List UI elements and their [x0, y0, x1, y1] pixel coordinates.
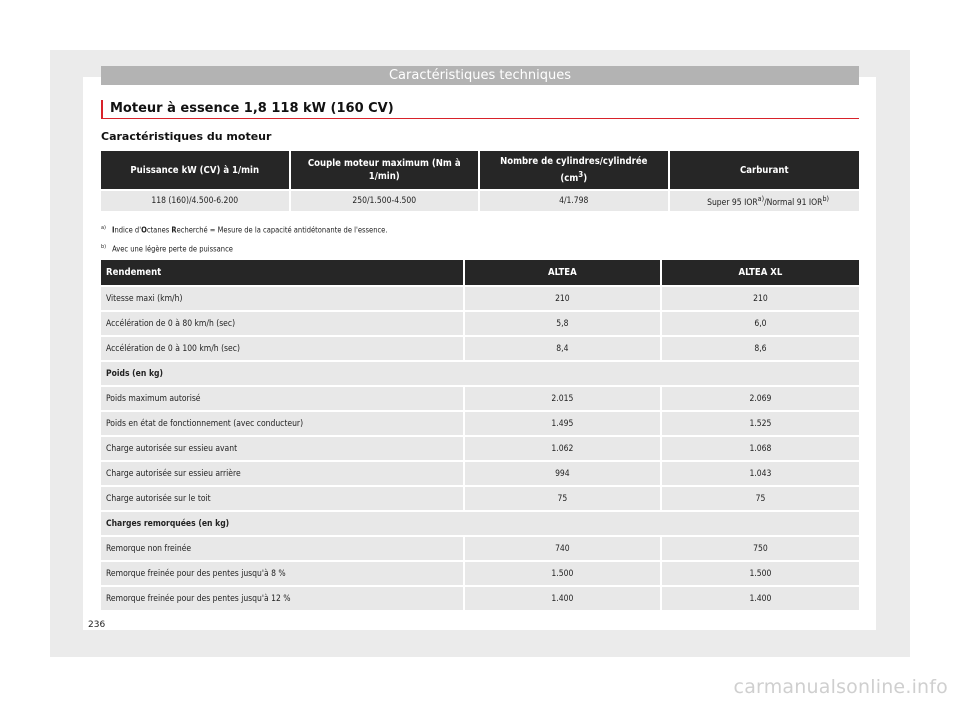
- value-altea: 994: [465, 460, 662, 485]
- engine-subheading: Caractéristiques du moteur: [101, 130, 272, 143]
- perf-table-body: [101, 285, 859, 610]
- engine-specs-table: [101, 151, 859, 211]
- perf-header-altea: ALTEA: [465, 260, 662, 285]
- row-label: Remorque freinée pour des pentes jusqu'à 8 %: [101, 560, 465, 585]
- row-label: Charge autorisée sur essieu avant: [101, 435, 465, 460]
- footnotes: [101, 220, 387, 257]
- table-row: [101, 485, 859, 510]
- cell-cylinders: 4/1.798: [480, 189, 670, 211]
- group-row: [101, 360, 859, 385]
- watermark: carmanualsonline.info: [733, 676, 948, 698]
- value-altea-xl: 210: [662, 285, 859, 310]
- value-altea-xl: 1.525: [662, 410, 859, 435]
- value-altea-xl: 1.400: [662, 585, 859, 610]
- table-row: [101, 335, 859, 360]
- header-fuel: Carburant: [670, 151, 860, 189]
- value-altea-xl: 6,0: [662, 310, 859, 335]
- value-altea-xl: 1.043: [662, 460, 859, 485]
- row-label: Remorque freinée pour des pentes jusqu'à 12 %: [101, 585, 465, 610]
- engine-table-row: [101, 189, 859, 211]
- row-label: Vitesse maxi (km/h): [101, 285, 465, 310]
- table-row: [101, 560, 859, 585]
- performance-table: [101, 260, 859, 610]
- row-label: Charge autorisée sur le toit: [101, 485, 465, 510]
- table-row: [101, 285, 859, 310]
- value-altea: 740: [465, 535, 662, 560]
- fuel-b: /Normal 91 IOR: [764, 197, 823, 208]
- footnote-a-bold-3: R: [171, 225, 177, 235]
- value-altea: 8,4: [465, 335, 662, 360]
- header-cylinders-sup: 3: [578, 169, 584, 179]
- row-label: Poids maximum autorisé: [101, 385, 465, 410]
- perf-header-rendement: Rendement: [101, 260, 465, 285]
- table-row: [101, 585, 859, 610]
- footnote-b-mark: b): [101, 243, 107, 250]
- fuel-a: Super 95 IOR: [707, 197, 758, 208]
- fuel-b-footnote: b): [822, 194, 829, 204]
- value-altea: 1.400: [465, 585, 662, 610]
- cell-power: 118 (160)/4.500-6.200: [101, 189, 291, 211]
- page-number: 236: [88, 620, 106, 630]
- value-altea: 2.015: [465, 385, 662, 410]
- footnote-a: [101, 220, 387, 239]
- fuel-a-footnote: a): [757, 194, 765, 204]
- page-heading: Moteur à essence 1,8 118 kW (160 CV): [101, 100, 859, 119]
- value-altea: 5,8: [465, 310, 662, 335]
- header-cylinders: [480, 151, 670, 189]
- value-altea-xl: 750: [662, 535, 859, 560]
- footnote-a-bold-2: O: [141, 225, 147, 235]
- row-label: Accélération de 0 à 80 km/h (sec): [101, 310, 465, 335]
- row-label: Accélération de 0 à 100 km/h (sec): [101, 335, 465, 360]
- group-row: [101, 510, 859, 535]
- footnote-a-text-2: ctanes: [146, 225, 172, 235]
- table-row: [101, 410, 859, 435]
- value-altea-xl: 75: [662, 485, 859, 510]
- cell-fuel: [670, 189, 860, 211]
- table-row: [101, 535, 859, 560]
- footnote-b: [101, 239, 387, 258]
- table-row: [101, 435, 859, 460]
- row-label: Poids en état de fonctionnement (avec conducteur): [101, 410, 465, 435]
- header-torque: Couple moteur maximum (Nm à 1/min): [291, 151, 481, 189]
- cell-torque: 250/1.500-4.500: [291, 189, 481, 211]
- perf-header-row: [101, 260, 859, 285]
- footnote-a-text-3: echerché = Mesure de la capacité antidétonante de l'essence.: [176, 225, 388, 235]
- table-row: [101, 310, 859, 335]
- value-altea-xl: 1.500: [662, 560, 859, 585]
- header-cylinders-text: Nombre de cylindres/cylindrée (cm: [500, 155, 648, 185]
- table-row: [101, 385, 859, 410]
- value-altea: 1.495: [465, 410, 662, 435]
- value-altea-xl: 8,6: [662, 335, 859, 360]
- header-power: Puissance kW (CV) à 1/min: [101, 151, 291, 189]
- engine-table-header-row: [101, 151, 859, 189]
- row-label: Charge autorisée sur essieu arrière: [101, 460, 465, 485]
- value-altea-xl: 2.069: [662, 385, 859, 410]
- value-altea: 210: [465, 285, 662, 310]
- header-cylinders-suffix: ): [583, 173, 588, 185]
- footnote-a-mark: a): [101, 225, 106, 231]
- value-altea: 75: [465, 485, 662, 510]
- group-label: Charges remorquées (en kg): [101, 510, 859, 535]
- value-altea: 1.062: [465, 435, 662, 460]
- table-row: [101, 460, 859, 485]
- group-label: Poids (en kg): [101, 360, 859, 385]
- footnote-a-bold-1: I: [111, 225, 115, 235]
- value-altea-xl: 1.068: [662, 435, 859, 460]
- row-label: Remorque non freinée: [101, 535, 465, 560]
- footnote-a-text-1: ndice d': [114, 225, 142, 235]
- perf-header-altea-xl: ALTEA XL: [662, 260, 859, 285]
- footnote-b-text: Avec une légère perte de puissance: [112, 244, 233, 253]
- value-altea: 1.500: [465, 560, 662, 585]
- section-title-bar: Caractéristiques techniques: [101, 66, 859, 85]
